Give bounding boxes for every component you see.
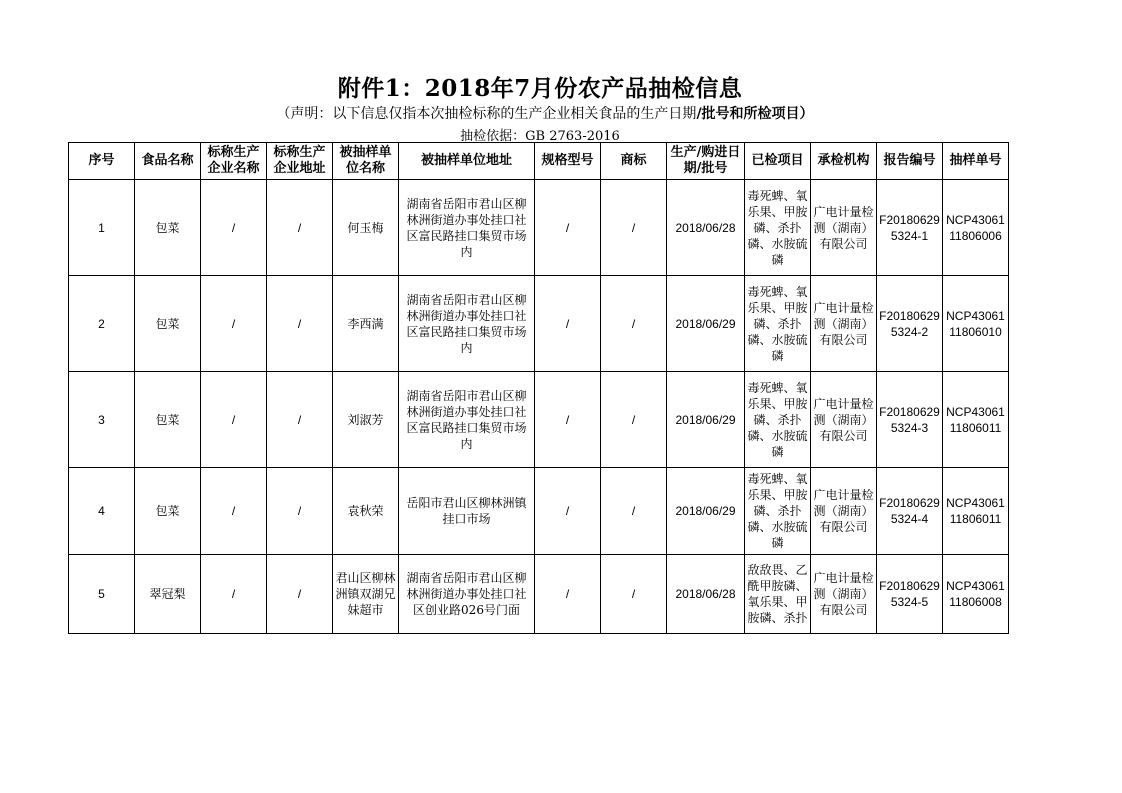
cell-items-text: 毒死蜱、氧乐果、甲胺磷、杀扑磷、水胺硫磷 [747, 380, 808, 459]
cell-brand: / [601, 555, 667, 634]
header-sample-no: 抽样单号 [943, 143, 1009, 180]
header-food-name: 食品名称 [135, 143, 201, 180]
cell-date: 2018/06/29 [667, 468, 745, 555]
header-agency: 承检机构 [811, 143, 877, 180]
header-producer-name: 标称生产企业名称 [201, 143, 267, 180]
cell-date: 2018/06/28 [667, 180, 745, 276]
cell-items-text: 毒死蜱、氧乐果、甲胺磷、杀扑磷、水胺硫磷 [747, 284, 808, 363]
header-spec: 规格型号 [535, 143, 601, 180]
cell-items [745, 468, 811, 555]
cell-sampled-address: 湖南省岳阳市君山区柳林洲街道办事处挂口社区富民路挂口集贸市场内 [399, 180, 535, 276]
cell-sampled-unit: 君山区柳林洲镇双湖兄妹超市 [333, 555, 399, 634]
cell-sampled-address: 湖南省岳阳市君山区柳林洲街道办事处挂口社区富民路挂口集贸市场内 [399, 276, 535, 372]
cell-sample-no: NCP4306111806008 [943, 555, 1009, 634]
table-header-row [69, 143, 1009, 180]
header-brand: 商标 [601, 143, 667, 180]
cell-report-no: F201806295324-5 [877, 555, 943, 634]
cell-sampled-unit: 何玉梅 [333, 180, 399, 276]
cell-seq: 3 [69, 372, 135, 468]
cell-spec: / [535, 276, 601, 372]
disclaimer-text: （声明：以下信息仅指本次抽检标称的生产企业相关食品的生产日期 [276, 106, 697, 122]
disclaimer [0, 103, 1090, 123]
cell-producer-address: / [267, 276, 333, 372]
cell-agency: 广电计量检测（湖南）有限公司 [811, 468, 877, 555]
cell-report-no: F201806295324-4 [877, 468, 943, 555]
cell-producer-address: / [267, 555, 333, 634]
cell-spec: / [535, 180, 601, 276]
cell-brand: / [601, 372, 667, 468]
cell-report-no: F201806295324-3 [877, 372, 943, 468]
cell-agency: 广电计量检测（湖南）有限公司 [811, 180, 877, 276]
cell-items [745, 372, 811, 468]
cell-date: 2018/06/28 [667, 555, 745, 634]
cell-spec: / [535, 555, 601, 634]
cell-items-text: 毒死蜱、氧乐果、甲胺磷、杀扑磷、水胺硫磷 [747, 472, 808, 550]
cell-producer-name: / [201, 372, 267, 468]
cell-seq: 2 [69, 276, 135, 372]
cell-seq: 5 [69, 555, 135, 634]
header-date-batch: 生产/购进日期/批号 [667, 143, 745, 180]
cell-brand: / [601, 180, 667, 276]
cell-report-no: F201806295324-1 [877, 180, 943, 276]
cell-date: 2018/06/29 [667, 276, 745, 372]
table-row [69, 180, 1009, 276]
inspection-table [68, 142, 1009, 634]
cell-sampled-unit: 袁秋荣 [333, 468, 399, 555]
cell-food-name: 包菜 [135, 372, 201, 468]
cell-brand: / [601, 276, 667, 372]
cell-producer-name: / [201, 276, 267, 372]
cell-sampled-address: 湖南省岳阳市君山区柳林洲街道办事处挂口社区富民路挂口集贸市场内 [399, 372, 535, 468]
header-sampled-unit: 被抽样单位名称 [333, 143, 399, 180]
cell-items [745, 555, 811, 634]
table-row [69, 555, 1009, 634]
cell-sampled-unit: 刘淑芳 [333, 372, 399, 468]
header-items: 已检项目 [745, 143, 811, 180]
table-row [69, 372, 1009, 468]
cell-agency: 广电计量检测（湖南）有限公司 [811, 276, 877, 372]
header-producer-address: 标称生产企业地址 [267, 143, 333, 180]
page-title: 附件1：2018年7月份农产品抽检信息 [337, 75, 743, 102]
cell-date: 2018/06/29 [667, 372, 745, 468]
cell-items [745, 276, 811, 372]
header-sampled-address: 被抽样单位地址 [399, 143, 535, 180]
cell-spec: / [535, 468, 601, 555]
cell-food-name: 包菜 [135, 180, 201, 276]
cell-spec: / [535, 372, 601, 468]
header-report-no: 报告编号 [877, 143, 943, 180]
cell-seq: 1 [69, 180, 135, 276]
cell-seq: 4 [69, 468, 135, 555]
cell-report-no: F201806295324-2 [877, 276, 943, 372]
cell-sampled-unit: 李西满 [333, 276, 399, 372]
inspection-basis: 抽检依据：GB 2763-2016 [460, 129, 620, 144]
cell-sample-no: NCP4306111806010 [943, 276, 1009, 372]
cell-sample-no: NCP4306111806011 [943, 372, 1009, 468]
cell-sampled-address: 湖南省岳阳市君山区柳林洲街道办事处挂口社区创业路026号门面 [399, 555, 535, 634]
table-row [69, 468, 1009, 555]
cell-producer-name: / [201, 468, 267, 555]
cell-items-text: 毒死蜱、氧乐果、甲胺磷、杀扑磷、水胺硫磷 [747, 188, 808, 267]
cell-items [745, 180, 811, 276]
disclaimer-text-bold: /批号和所检项目） [696, 106, 814, 122]
header-seq: 序号 [69, 143, 135, 180]
cell-sample-no: NCP4306111806011 [943, 468, 1009, 555]
cell-producer-name: / [201, 180, 267, 276]
cell-producer-address: / [267, 180, 333, 276]
table-row [69, 276, 1009, 372]
cell-producer-address: / [267, 468, 333, 555]
cell-items-text: 敌敌畏、乙酰甲胺磷、氧乐果、甲胺磷、杀扑 [747, 563, 808, 625]
cell-food-name: 包菜 [135, 468, 201, 555]
cell-agency: 广电计量检测（湖南）有限公司 [811, 372, 877, 468]
cell-food-name: 包菜 [135, 276, 201, 372]
cell-food-name: 翠冠梨 [135, 555, 201, 634]
cell-sample-no: NCP4306111806006 [943, 180, 1009, 276]
cell-agency: 广电计量检测（湖南）有限公司 [811, 555, 877, 634]
cell-brand: / [601, 468, 667, 555]
cell-producer-name: / [201, 555, 267, 634]
cell-producer-address: / [267, 372, 333, 468]
cell-sampled-address: 岳阳市君山区柳林洲镇挂口市场 [399, 468, 535, 555]
